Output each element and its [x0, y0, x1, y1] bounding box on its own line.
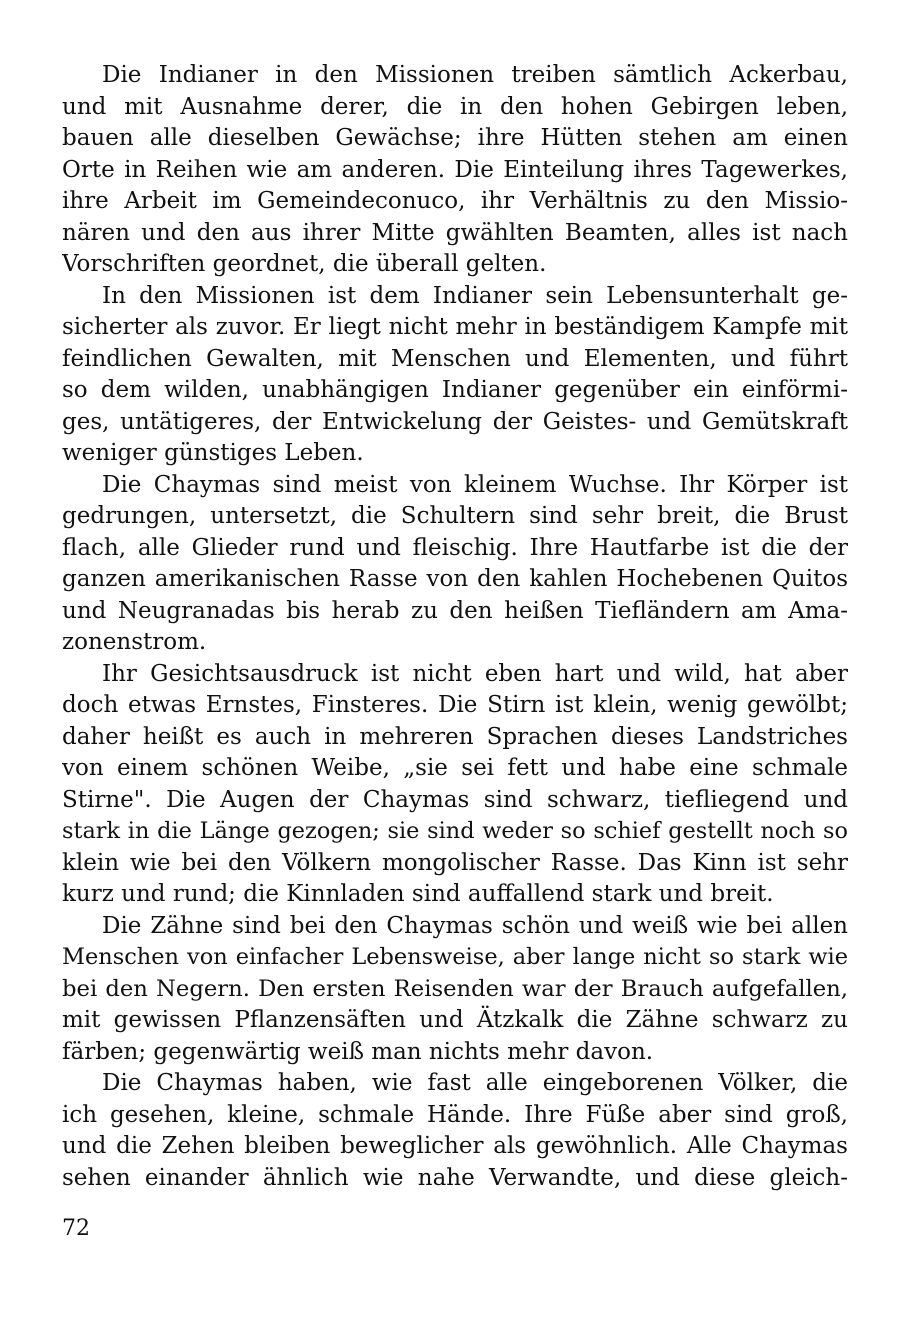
- text-line: so dem wilden, unabhängigen Indianer gegenüber ein einförmi-: [62, 377, 848, 403]
- text-line: kurz und rund; die Kinnladen sind auffallend stark und breit.: [62, 881, 774, 907]
- text-line: sicherter als zuvor. Er liegt nicht mehr in beständigem Kampfe mit: [62, 314, 848, 340]
- body-text: [62, 60, 848, 1194]
- text-line: In den Missionen ist dem Indianer sein Lebensunterhalt ge-: [102, 282, 848, 309]
- text-line: flach, alle Glieder rund und fleischig. Ihre Hautfarbe ist die der: [62, 534, 848, 561]
- text-line: Orte in Reihen wie am anderen. Die Einteilung ihres Tagewerkes,: [62, 156, 848, 183]
- text-line: Die Zähne sind bei den Chaymas schön und weiß wie bei allen: [102, 912, 848, 939]
- text-line: gedrungen, untersetzt, die Schultern sind sehr breit, die Brust: [62, 503, 848, 529]
- text-line: mit gewissen Pflanzensäften und Ätzkalk die Zähne schwarz zu: [62, 1007, 848, 1033]
- text-line: stark in die Länge gezogen; sie sind weder so schief gestellt noch so: [62, 818, 848, 844]
- text-line: bei den Negern. Den ersten Reisenden war der Brauch aufgefallen,: [62, 975, 848, 1002]
- text-line: zonenstrom.: [62, 629, 207, 655]
- text-line: Die Chaymas sind meist von kleinem Wuchse. Ihr Körper ist: [102, 471, 848, 498]
- text-line: klein wie bei den Völkern mongolischer Rasse. Das Kinn ist sehr: [62, 849, 848, 876]
- page-number: 72: [62, 1216, 90, 1241]
- text-line: Stirne". Die Augen der Chaymas sind schwarz, tiefliegend und: [62, 786, 848, 813]
- text-line: daher heißt es auch in mehreren Sprachen dieses Landstriches: [62, 723, 848, 750]
- paragraph-5: [62, 911, 848, 1069]
- paragraph-6: [62, 1068, 848, 1194]
- text-line: von einem schönen Weibe, „sie sei fett und habe eine schmale: [62, 755, 848, 781]
- text-line: doch etwas Ernstes, Finsteres. Die Stirn ist klein, wenig gewölbt;: [62, 692, 848, 718]
- text-line: Die Indianer in den Missionen treiben sämtlich Ackerbau,: [102, 62, 848, 88]
- paragraph-2: [62, 281, 848, 470]
- text-line: sehen einander ähnlich wie nahe Verwandte, und diese gleich-: [62, 1164, 848, 1191]
- paragraph-4: [62, 659, 848, 911]
- paragraph-1: [62, 60, 848, 281]
- text-line: bauen alle dieselben Gewächse; ihre Hütten stehen am einen: [62, 125, 848, 151]
- text-line: ich gesehen, kleine, schmale Hände. Ihre Füße aber sind groß,: [62, 1101, 848, 1128]
- text-line: und die Zehen bleiben beweglicher als gewöhnlich. Alle Chaymas: [62, 1133, 848, 1159]
- text-line: ganzen amerikanischen Rasse von den kahlen Hochebenen Quitos: [62, 566, 848, 592]
- text-line: Ihr Gesichtsausdruck ist nicht eben hart und wild, hat aber: [102, 660, 848, 687]
- text-line: feindlichen Gewalten, mit Menschen und Elementen, und führt: [62, 345, 848, 372]
- text-line: ihre Arbeit im Gemeindeconuco, ihr Verhältnis zu den Missio-: [62, 188, 848, 214]
- text-line: Die Chaymas haben, wie fast alle eingeborenen Völker, die: [102, 1070, 848, 1096]
- text-line: nären und den aus ihrer Mitte gwählten Beamten, alles ist nach: [62, 219, 848, 246]
- text-line: färben; gegenwärtig weiß man nichts mehr davon.: [62, 1038, 654, 1065]
- text-line: und Neugranadas bis herab zu den heißen Tiefländern am Ama-: [62, 597, 848, 624]
- text-line: und mit Ausnahme derer, die in den hohen Gebirgen leben,: [62, 93, 848, 120]
- text-line: ges, untätigeres, der Entwickelung der Geistes- und Gemütskraft: [62, 408, 848, 435]
- text-line: Vorschriften geordnet, die überall gelten.: [62, 251, 547, 277]
- text-line: weniger günstiges Leben.: [62, 440, 364, 466]
- paragraph-3: [62, 470, 848, 659]
- text-line: Menschen von einfacher Lebensweise, aber lange nicht so stark wie: [62, 944, 848, 970]
